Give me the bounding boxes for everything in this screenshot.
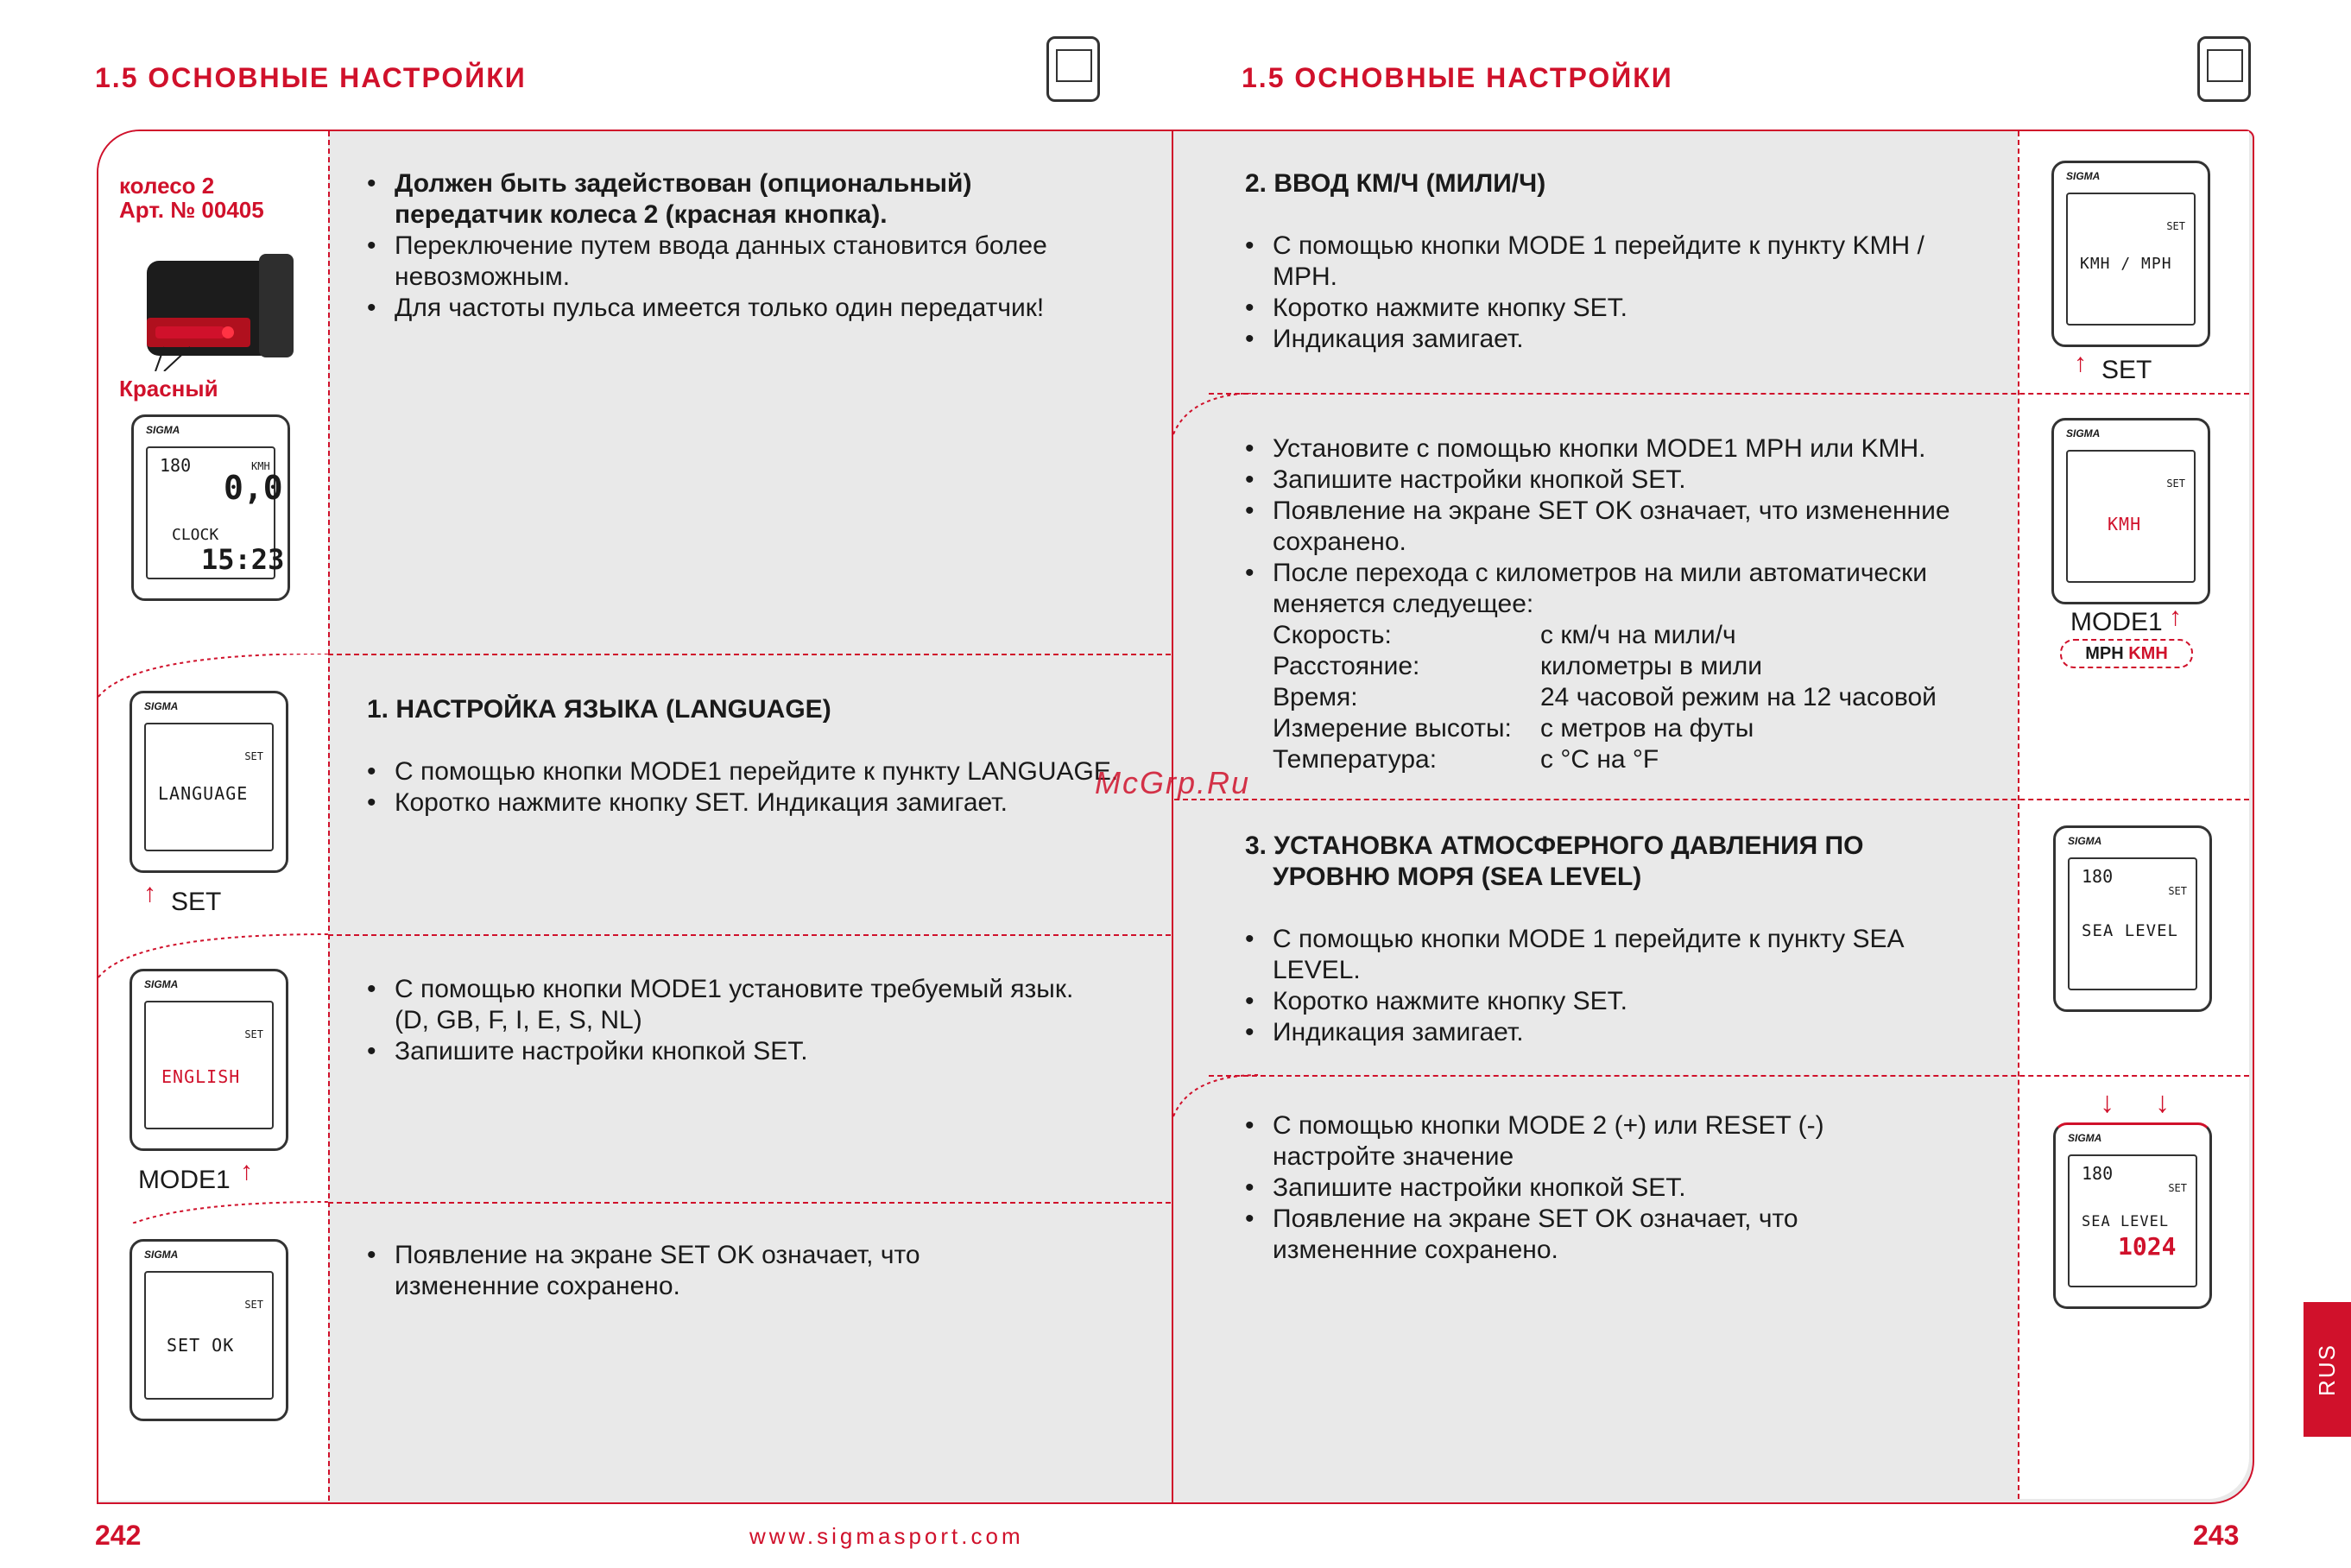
section-title: 1. НАСТРОЙКА ЯЗЫКА (LANGUAGE)	[367, 695, 831, 724]
button-label: MODE1	[138, 1166, 231, 1194]
bike-computer-display	[130, 691, 288, 873]
sidebar-label: колесо 2	[119, 173, 215, 199]
bike-computer-display	[2051, 161, 2210, 347]
page-number-right: 243	[2193, 1520, 2240, 1551]
sea-level-section	[1245, 831, 1970, 1048]
device-screen	[146, 446, 285, 579]
screen-main: LANGUAGE	[158, 783, 249, 804]
language-ok-section	[367, 1240, 954, 1302]
bullet-item: • Переключение путем ввода данных становится более невозможным.	[367, 231, 1101, 293]
screen-altitude: 180	[2082, 1163, 2114, 1184]
transmitter-image	[138, 250, 302, 371]
bike-computer-display	[2051, 418, 2210, 604]
divider	[1209, 393, 2249, 395]
bullet-item: • С помощью кнопки MODE1 установите требуемый язык. (D, GB, F, I, E, S, NL)	[367, 974, 1101, 1036]
brand-logo: SIGMA	[146, 424, 180, 436]
bike-computer-display	[2053, 825, 2212, 1012]
screen-main: KMH	[2108, 514, 2142, 534]
right-page-header: 1.5 ОСНОВНЫЕ НАСТРОЙКИ	[1242, 62, 1673, 93]
kmh-select-section	[1245, 433, 2005, 775]
bullet-item: • С помощью кнопки MODE 2 (+) или RESET (-) настройте значение	[1245, 1110, 1918, 1173]
bike-computer-display	[130, 969, 288, 1151]
brand-logo: SIGMA	[2068, 1132, 2102, 1144]
bullet-item: • Запишите настройки кнопкой SET.	[367, 1036, 1101, 1067]
screen-value: 1024	[2118, 1232, 2177, 1261]
bullet-item: • Запишите настройки кнопкой SET.	[1245, 1173, 1918, 1204]
section-title: 2. ВВОД КМ/Ч (МИЛИ/Ч)	[1245, 169, 1546, 198]
bullet-item: • Коротко нажмите кнопку SET. Индикация замигает.	[367, 787, 1127, 819]
divider	[1209, 1075, 2249, 1077]
red-label: Красный	[119, 376, 218, 401]
device-screen	[2068, 1154, 2197, 1287]
language-tab	[2304, 1302, 2351, 1437]
bullet-item: • Запишите настройки кнопкой SET.	[1245, 465, 2005, 496]
book-icon	[1046, 36, 1100, 102]
arrow-up-icon: ↑	[240, 1157, 253, 1185]
bullet-item: • Появление на экране SET OK означает, что измененние сохранено.	[1245, 1204, 1918, 1266]
tab-label: RUS	[2314, 1343, 2340, 1396]
book-icon	[2197, 36, 2251, 102]
bullet-item: • С помощью кнопки MODE1 перейдите к пункту LANGUAGE.	[367, 756, 1127, 787]
screen-set: SET	[244, 1028, 263, 1040]
screen-main: SEA LEVEL	[2082, 921, 2178, 940]
bike-computer-display	[131, 414, 290, 601]
conversion-row: Расстояние: километры в мили	[1273, 652, 1762, 680]
device-screen	[2066, 450, 2196, 583]
bike-computer-display	[130, 1239, 288, 1421]
bullet-item: • Коротко нажмите кнопку SET.	[1245, 986, 1970, 1017]
screen-set: SET	[2166, 220, 2185, 232]
screen-clock: 15:23	[201, 543, 285, 576]
conversion-row: Скорость: с км/ч на мили/ч	[1273, 621, 1736, 649]
divider	[328, 1202, 1171, 1204]
screen-set: SET	[2168, 885, 2187, 897]
screen-main: SEA LEVEL	[2082, 1213, 2170, 1230]
brand-logo: SIGMA	[2068, 835, 2102, 847]
conversion-row: Измерение высоты: с метров на футы	[1273, 714, 1754, 743]
device-screen	[144, 1001, 274, 1129]
mode-toggle-indicator: MPH KMH	[2060, 639, 2193, 668]
screen-unit: KMH	[251, 460, 270, 472]
brand-logo: SIGMA	[2066, 170, 2101, 182]
arrow-up-icon: ↑	[143, 879, 156, 907]
sidebar-label: Арт. № 00405	[119, 197, 264, 223]
device-screen	[2066, 193, 2196, 326]
conversion-row: Время: 24 часовой режим на 12 часовой	[1273, 683, 1937, 711]
language-select-section	[367, 974, 1101, 1067]
intro-section	[367, 168, 1101, 324]
screen-altitude: 180	[2082, 866, 2114, 887]
screen-set: SET	[244, 750, 263, 762]
button-label: SET	[171, 888, 222, 916]
screen-clock-label: CLOCK	[172, 526, 219, 544]
bullet-item: • С помощью кнопки MODE 1 перейдите к пункту SEA LEVEL.	[1245, 924, 1970, 986]
device-screen	[144, 1271, 274, 1400]
arrow-up-icon: ↑	[2074, 349, 2087, 377]
brand-logo: SIGMA	[144, 700, 179, 712]
bullet-item: • Появление на экране SET OK означает, что измененние сохранено.	[367, 1240, 954, 1302]
brand-logo: SIGMA	[144, 978, 179, 990]
screen-main: ENGLISH	[161, 1066, 241, 1087]
sea-level-adjust-section	[1245, 1110, 1918, 1266]
bike-computer-display	[2053, 1122, 2212, 1309]
arrow-down-icon: ↓	[2100, 1086, 2114, 1119]
button-label: SET	[2101, 356, 2152, 384]
screen-speed: 0,0	[224, 469, 283, 507]
divider	[1174, 799, 2249, 800]
bullet-item: • Для частоты пульса имеется только один передатчик!	[367, 293, 1101, 324]
left-page-header: 1.5 ОСНОВНЫЕ НАСТРОЙКИ	[95, 62, 527, 93]
divider	[328, 654, 1171, 655]
screen-main: KMH / MPH	[2080, 255, 2172, 273]
screen-main: SET OK	[167, 1335, 235, 1356]
section-title: 3. УСТАНОВКА АТМОСФЕРНОГО ДАВЛЕНИЯ ПО УРОВНЮ МОРЯ (SEA LEVEL)	[1245, 831, 1864, 891]
screen-set: SET	[2168, 1182, 2187, 1194]
screen-altitude: 180	[160, 455, 192, 476]
bullet-item: • Индикация замигает.	[1245, 1017, 1970, 1048]
arrow-up-icon: ↑	[2169, 603, 2182, 631]
language-section	[367, 694, 1127, 819]
bullet-item: • Появление на экране SET OK означает, что измененние сохранено.	[1245, 496, 2005, 558]
watermark: McGrp.Ru	[1095, 765, 1251, 800]
page-number-left: 242	[95, 1520, 142, 1551]
bullet-item: • Коротко нажмите кнопку SET.	[1245, 293, 1988, 324]
screen-set: SET	[2166, 477, 2185, 490]
bullet-item: • С помощью кнопки MODE 1 перейдите к пункту KMH / MPH.	[1245, 231, 1988, 293]
bullet-item: • Индикация замигает.	[1245, 324, 1988, 355]
divider	[328, 934, 1171, 936]
device-screen	[144, 723, 274, 851]
button-label: MODE1	[2070, 608, 2163, 636]
kmh-section	[1245, 168, 1988, 355]
brand-logo: SIGMA	[2066, 427, 2101, 439]
bullet-item: • Должен быть задействован (опциональный) передатчик колеса 2 (красная кнопка).	[367, 168, 1101, 231]
divider	[2018, 131, 2019, 1499]
bullet-item: • После перехода с километров на мили автоматически меняется следуещее:	[1245, 558, 2005, 620]
brand-logo: SIGMA	[144, 1249, 179, 1261]
device-screen	[2068, 857, 2197, 990]
arrow-down-icon: ↓	[2155, 1086, 2170, 1119]
divider	[328, 131, 330, 1501]
bullet-item: • Установите с помощью кнопки MODE1 MPH или KMH.	[1245, 433, 2005, 465]
conversion-table	[1245, 620, 2005, 775]
website-link[interactable]: www.sigmasport.com	[749, 1523, 1024, 1549]
screen-set: SET	[244, 1299, 263, 1311]
conversion-row: Температура: с °C на °F	[1273, 745, 1659, 774]
